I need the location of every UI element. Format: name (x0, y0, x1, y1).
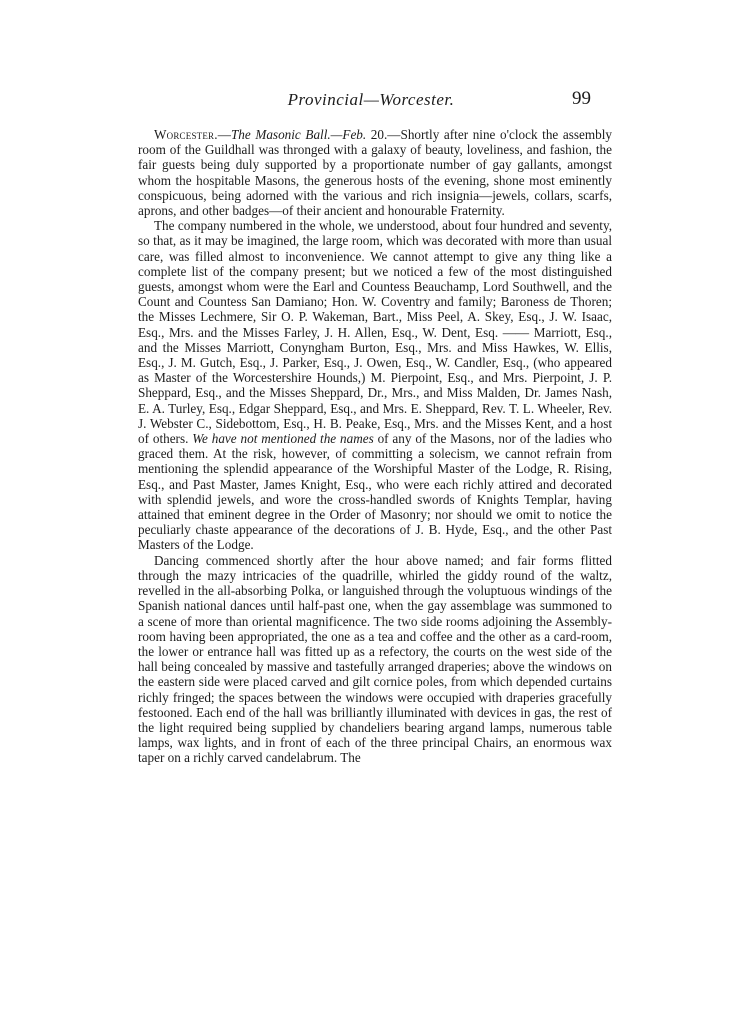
paragraph-text: Dancing commenced shortly after the hour above named; and fair forms flitted through the mazy intricacies of the quadrille, whirled the giddy round of the waltz, revelled in the all-absorbing Polka, or languished through the voluptuous windings of the Spanish national dances until half-past one, when the gay assemblage was summoned to a scene of more than oriental magnificence. The two side rooms adjoining the Assembly-room having been appropriated, the one as a tea and coffee and the other as a card-room, the lower or entrance hall was fitted up as a refectory, the courts on the west side of the hall being concealed by massive and tastefully arranged draperies; above the windows on the eastern side were placed carved and gilt cornice poles, from which depended curtains richly fringed; the spaces between the windows were occupied with draperies gracefully festooned. Each end of the hall was brilliantly illuminated with devices in gas, the rest of the light required being supplied by chandeliers bearing argand lamps, numerous table lamps, wax lights, and in front of each of the three principal Chairs, an enormous wax taper on a richly carved candelabrum. The (138, 552, 612, 766)
paragraph-text: 20.—Shortly after nine o'clock the assembly room of the Guildhall was thronged with a galaxy of beauty, loveliness, and fashion, the fair guests being duly supported by a proportionate number of gay gallants, amongst whom the hospitable Masons, the generous hosts of the evening, shone most eminently conspicuous, being adorned with the various and rich insignia—jewels, collars, scarfs, aprons, and other badges—of their ancient and honourable Fraternity. (138, 127, 612, 219)
running-title: Provincial—Worcester. (287, 90, 455, 109)
italic-phrase: We have not mentioned the names (192, 431, 374, 447)
paragraph-company (138, 218, 612, 552)
paragraph-text: The company numbered in the whole, we understood, about four hundred and seventy, so that, as it may be imagined, the large room, which was decorated with more than usual care, was filled almost to inconvenience. We cannot attempt to give any thing like a complete list of the company present; but we noticed a few of the most distinguished guests, amongst whom were the Earl and Countess Beauchamp, Lord Southwell, and the Count and Countess San Damiano; Hon. W. Coventry and family; Baroness de Thoren; the Misses Lechmere, Sir O. P. Wakeman, Bart., Miss Peel, A. Skey, Esq., J. W. Isaac, Esq., Mrs. and the Misses Farley, J. H. Allen, Esq., W. Dent, Esq. —— Marriott, Esq., and the Misses Marriott, Conyngham Burton, Esq., Mrs. and Miss Hawkes, W. Ellis, Esq., J. M. Gutch, Esq., J. Parker, Esq., J. Owen, Esq., W. Candler, Esq., (who appeared as Master of the Worcestershire Hounds,) M. Pierpoint, Esq., and Mrs. Pierpoint, J. P. Sheppard, Esq., and the Misses Sheppard, Dr., Mrs., and Miss Malden, Dr. James Nash, E. A. Turley, Esq., Edgar Sheppard, Esq., and Mrs. E. Sheppard, Rev. T. L. Wheeler, Rev. J. Webster C., Sidebottom, Esq., H. B. Peake, Esq., Mrs. and the Misses Kent, and a host of others. (138, 218, 612, 447)
running-head (0, 90, 754, 114)
article-body (138, 127, 612, 766)
article-heading: The Masonic Ball.—Feb. (230, 127, 367, 142)
place-heading: Worcester. (154, 127, 218, 142)
page-number: 99 (572, 88, 591, 109)
paragraph-text: of any of the Masons, nor of the ladies who graced them. At the risk, however, of committing a solecism, we cannot refrain from mentioning the splendid appearance of the Worshipful Master of the Lodge, R. Rising, Esq., and Past Master, James Knight, Esq., who were each richly attired and decorated with splendid jewels, and wore the cross-handled swords of Knights Templar, having attained that eminent degree in the Order of Masonry; nor should we omit to notice the peculiarly chaste appearance of the decorations of J. B. Hyde, Esq., and the other Past Masters of the Lodge. (138, 431, 612, 553)
paragraph-masonic-ball (138, 127, 612, 218)
paragraph-dancing (138, 553, 612, 766)
heading-dash: — (217, 127, 231, 142)
